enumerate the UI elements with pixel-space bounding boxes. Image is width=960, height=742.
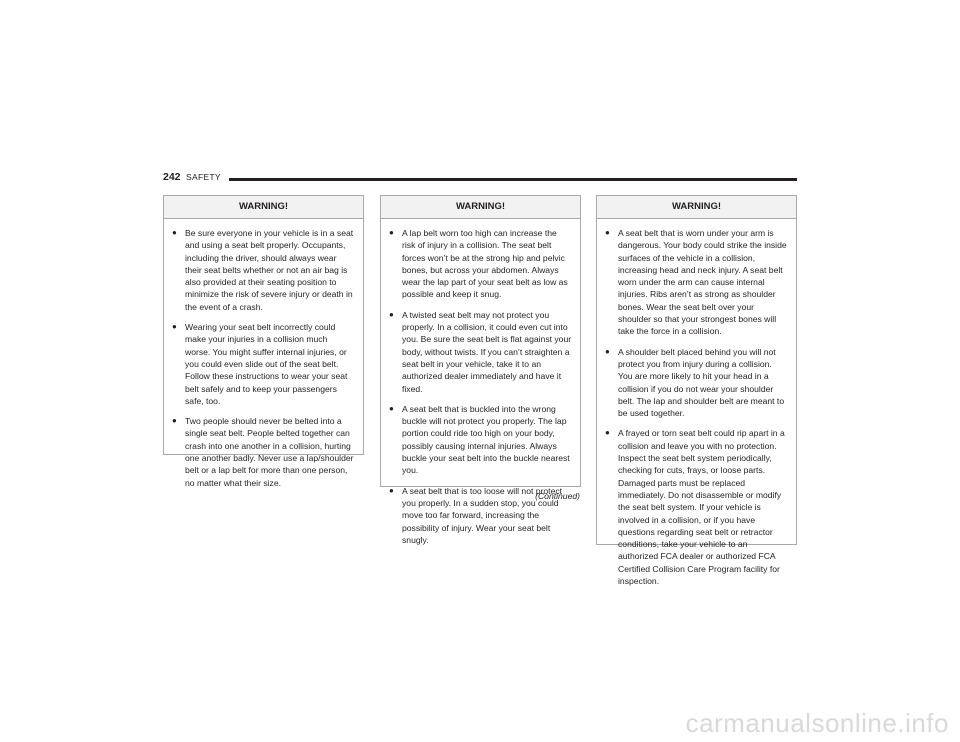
bullet-icon: ● xyxy=(605,228,610,237)
bullet-icon: ● xyxy=(389,403,394,413)
warning-item: ● A twisted seat belt may not protect you properly. In a collision, it could even cut into you. Be sure the seat belt is flat against your body, without twists. If you can’t straighten a seat belt in your vehicle, take it to an authorized dealer immediately and have it fixed. xyxy=(389,309,572,394)
warning-item: ● A frayed or torn seat belt could rip apart in a collision and leave you with no protection. Inspect the seat belt system periodically, checking for cuts, frays, or loose parts. Damaged parts must be replaced immediately. Do not disassemble or modify the seat belt system. If your vehicle is involved in a collision, or if you have questions regarding seat belt or retractor conditions, take your vehicle to an authorized FCA dealer or authorized FCA Certified Collision Care Program facility for inspection. xyxy=(605,428,785,587)
bullet-icon: ● xyxy=(389,228,394,237)
bullet-icon: ● xyxy=(389,485,394,495)
bullet-icon: ● xyxy=(172,322,177,332)
warning-box-1 xyxy=(163,195,364,488)
page-number: 242 xyxy=(163,171,181,183)
warning-list xyxy=(597,219,796,599)
warning-item: ● Wearing your seat belt incorrectly could make your injuries in a collision much worse. You might suffer internal injuries, or you could even slide out of the seat belt. Follow these instructions to wear your seat belt safely and to keep your passengers safe, too. xyxy=(172,322,348,406)
warning-list xyxy=(164,219,363,501)
bullet-icon: ● xyxy=(172,228,177,237)
warning-box-3 xyxy=(596,195,797,587)
warning-item: ● A shoulder belt placed behind you will not protect you from injury during a collision. You are more likely to hit your head in a collision if you do not wear your shoulder belt. The lap and shoulder belt are meant to be used together. xyxy=(605,346,785,419)
watermark: carmanualsonline.info xyxy=(685,708,949,738)
warning-title: WARNING! xyxy=(164,196,363,219)
header-rule xyxy=(229,178,797,181)
bullet-icon: ● xyxy=(605,346,610,356)
section-title: SAFETY xyxy=(186,172,221,182)
warning-item: ● A seat belt that is too loose will not protect you properly. In a sudden stop, you could move too far forward, increasing the possibility of injury. Wear your seat belt snugly. xyxy=(389,485,563,545)
warning-title: WARNING! xyxy=(381,196,580,219)
page-header xyxy=(163,171,797,187)
bullet-icon: ● xyxy=(605,428,610,438)
warning-item: ● A lap belt worn too high can increase the risk of injury in a collision. The seat belt forces won’t be at the strong hip and pelvic bones, but across your abdomen. Always wear the lap part of your seat belt as low as possible and keep it snug. xyxy=(389,228,568,300)
warning-item: ● A seat belt that is buckled into the wrong buckle will not protect you properly. The lap portion could ride too high on your body, possibly causing internal injuries. Always buckle your seat belt into the buckle nearest you. xyxy=(389,403,570,476)
warning-title: WARNING! xyxy=(597,196,796,219)
warning-item: ● Two people should never be belted into a single seat belt. People belted together can crash into one another in a collision, hurting one another badly. Never use a lap/shoulder belt or a lap belt for more than one person, no matter what their size. xyxy=(172,416,354,488)
bullet-icon: ● xyxy=(172,416,177,426)
warning-item: ● A seat belt that is worn under your arm is dangerous. Your body could strike the inside surfaces of the vehicle in a collision, increasing head and neck injury. A seat belt worn under the arm can cause internal injuries. Ribs aren’t as strong as shoulder bones. Wear the seat belt over your shoulder so that your strongest bones will take the force in a collision. xyxy=(605,228,787,337)
warning-list xyxy=(381,219,580,558)
continued-label: (Continued) xyxy=(535,491,580,501)
warning-item: ● Be sure everyone in your vehicle is in a seat and using a seat belt properly. Occupants, including the driver, should always wear their seat belts whether or not an air bag is also provided at their seating position to minimize the risk of severe injury or death in the event of a crash. xyxy=(172,228,354,312)
bullet-icon: ● xyxy=(389,309,394,319)
